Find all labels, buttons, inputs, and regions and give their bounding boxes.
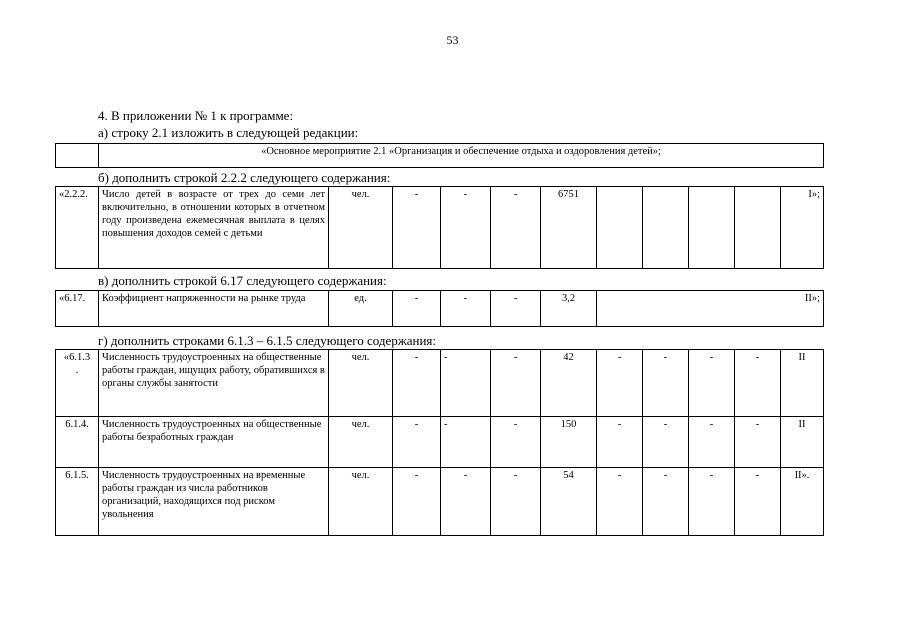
- value-cell: -: [393, 468, 441, 536]
- value-cell: 42: [541, 350, 597, 417]
- indicator-name: Численность трудоустроенных на общественные работы безработных граждан: [99, 417, 329, 468]
- value-cell: -: [393, 417, 441, 468]
- table-row-2-2-2: [55, 186, 824, 269]
- item-v-text: в) дополнить строкой 6.17 следующего содержания:: [98, 273, 387, 288]
- table-row: [56, 468, 824, 536]
- value-cell: -: [393, 291, 441, 327]
- value-cell: -: [491, 350, 541, 417]
- value-cell: -: [735, 417, 781, 468]
- value-cell: -: [689, 468, 735, 536]
- value-cell: -: [441, 350, 491, 417]
- table-row: [56, 350, 824, 417]
- value-cell: -: [491, 468, 541, 536]
- item-a-text: а) строку 2.1 изложить в следующей редакции:: [98, 125, 359, 140]
- item-g-text: г) дополнить строками 6.1.3 – 6.1.5 следующего содержания:: [98, 333, 437, 348]
- value-cell: -: [643, 417, 689, 468]
- value-cell: -: [689, 417, 735, 468]
- end-cell: II».: [781, 468, 824, 536]
- value-cell: 6751: [541, 187, 597, 269]
- indicator-name: Число детей в возрасте от трех до семи лет включительно, в отношении которых в отчетном году произведена ежемесячная выплата в целях повышения доходов семей с детьми: [99, 187, 329, 269]
- value-cell: -: [735, 468, 781, 536]
- value-cell: -: [735, 350, 781, 417]
- row-number: «6.17.: [56, 291, 99, 327]
- value-cell: -: [393, 350, 441, 417]
- end-cell: II: [781, 417, 824, 468]
- value-cell: -: [597, 350, 643, 417]
- indicator-name: Численность трудоустроенных на общественные работы граждан, ищущих работу, обратившихся в органы службы занятости: [99, 350, 329, 417]
- row-number: «2.2.2.: [56, 187, 99, 269]
- unit-cell: чел.: [329, 187, 393, 269]
- item-b-text: б) дополнить строкой 2.2.2 следующего содержания:: [98, 170, 391, 185]
- value-cell: 150: [541, 417, 597, 468]
- value-cell: -: [597, 468, 643, 536]
- table-rows-6-1-3-to-6-1-5: [55, 349, 824, 536]
- unit-cell: чел.: [329, 468, 393, 536]
- table-row: [56, 417, 824, 468]
- value-cell: [643, 187, 689, 269]
- end-cell: II»;: [597, 291, 824, 327]
- page-number: 53: [446, 33, 459, 47]
- value-cell: -: [441, 187, 491, 269]
- indicator-name: Коэффициент напряженности на рынке труда: [99, 291, 329, 327]
- value-cell: -: [491, 417, 541, 468]
- value-cell: -: [643, 350, 689, 417]
- row-number-cell: [56, 144, 99, 168]
- value-cell: -: [689, 350, 735, 417]
- value-cell: -: [491, 187, 541, 269]
- value-cell: [689, 187, 735, 269]
- value-cell: [597, 187, 643, 269]
- value-cell: -: [441, 291, 491, 327]
- value-cell: 54: [541, 468, 597, 536]
- end-cell: I»;: [781, 187, 824, 269]
- end-cell: II: [781, 350, 824, 417]
- value-cell: [735, 187, 781, 269]
- unit-cell: чел.: [329, 417, 393, 468]
- unit-cell: ед.: [329, 291, 393, 327]
- indicator-name: Численность трудоустроенных на временные работы граждан из числа работников организаций, находящихся под риском увольнения: [99, 468, 329, 536]
- unit-cell: чел.: [329, 350, 393, 417]
- amendment-heading: 4. В приложении № 1 к программе:: [98, 108, 294, 123]
- value-cell: -: [441, 468, 491, 536]
- value-cell: -: [393, 187, 441, 269]
- value-cell: -: [441, 417, 491, 468]
- row-number: 6.1.5.: [56, 468, 99, 536]
- value-cell: -: [491, 291, 541, 327]
- table-row-2-1: [55, 143, 824, 168]
- table-row-6-17: [55, 290, 824, 327]
- row-number: 6.1.4.: [56, 417, 99, 468]
- value-cell: -: [597, 417, 643, 468]
- value-cell: -: [643, 468, 689, 536]
- value-cell: 3,2: [541, 291, 597, 327]
- row-2-1-text: «Основное мероприятие 2.1 «Организация и обеспечение отдыха и оздоровления детей»;: [99, 144, 824, 168]
- row-number: «6.1.3 .: [56, 350, 99, 417]
